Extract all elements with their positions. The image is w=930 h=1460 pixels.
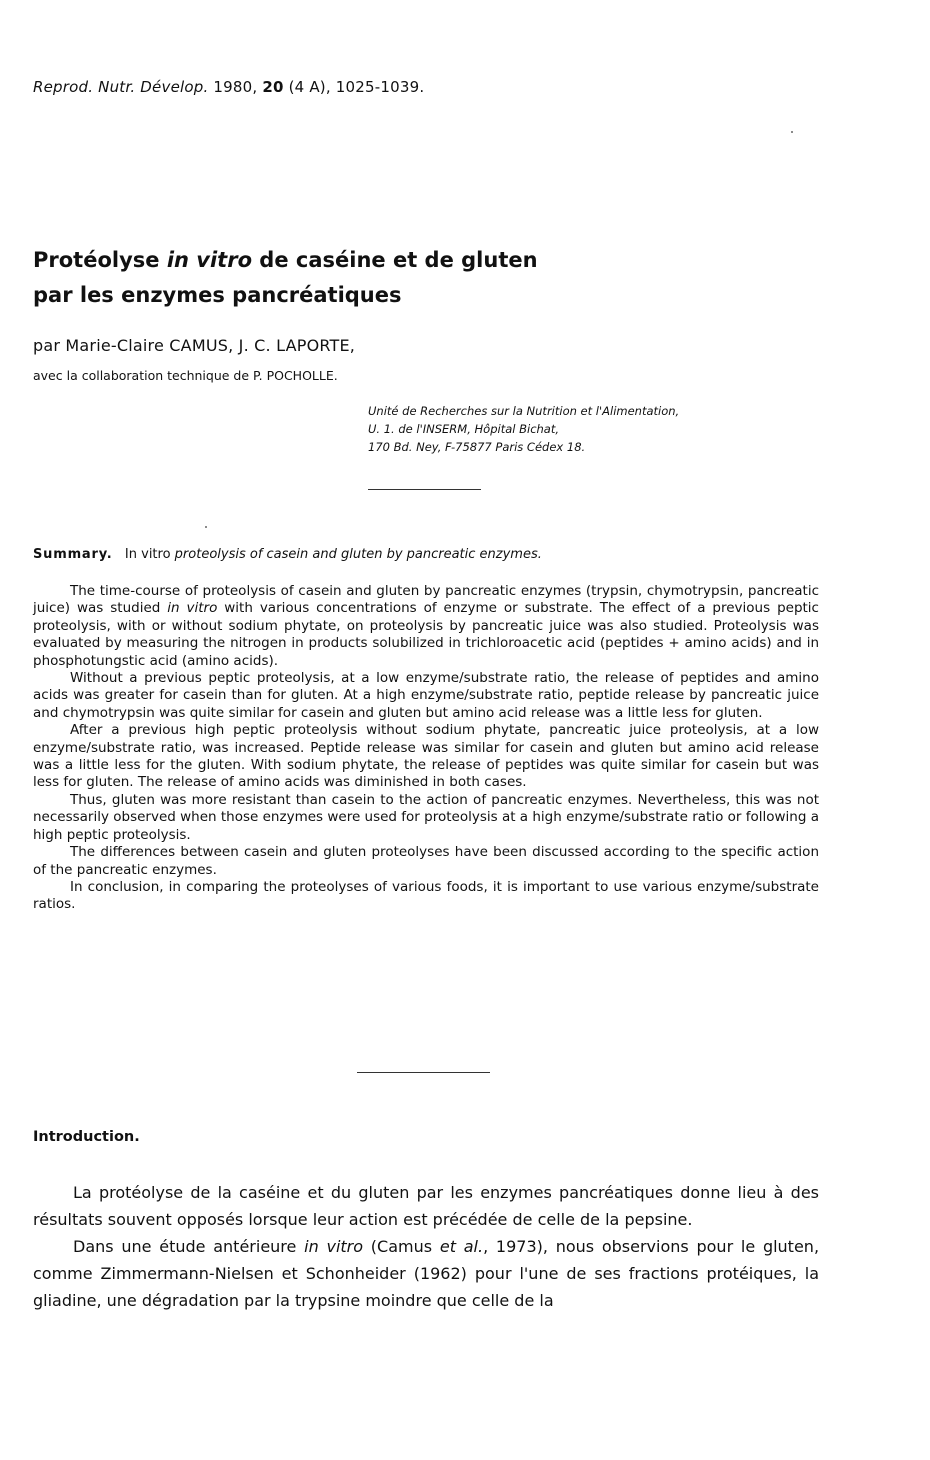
journal-volume: 20 [262,78,284,96]
journal-issue: (4 A), [288,78,331,96]
intro-italic: et al. [439,1237,484,1256]
summary-text: with various concentrations of enzyme or substrate. The effect of a previous peptic proteolysis, with or without sodium phytate, on proteolysis by pancreatic juice was also studied. Proteolysis was evaluated by measuring the nitrogen in products solubilized in trichloroacetic acid (peptides + amino acids) and in phosphotungstic acid (amino acids). [33,600,819,669]
title-italic: in vitro [166,248,252,272]
speck-mark [791,131,793,133]
intro-text: (Camus [363,1237,440,1256]
affiliation-line: 170 Bd. Ney, F-75877 Paris Cédex 18. [368,440,586,454]
section-divider [357,1072,490,1073]
summary-label: Summary. [33,547,113,562]
collaboration-line: avec la collaboration technique de P. POCHOLLE. [33,368,338,383]
summary-title-a: In vitro [124,547,171,562]
journal-pages: 1025-1039. [335,78,425,96]
journal-name: Reprod. Nutr. Dévelop. [33,78,209,96]
summary-paragraph [33,583,819,670]
speck-mark [205,526,207,528]
summary-italic: in vitro [167,600,218,617]
summary-paragraph: Thus, gluten was more resistant than casein to the action of pancreatic enzymes. Nevertheless, this was not necessarily observed when those enzymes were used for proteolysis at a high enzyme/substrate ratio or following a high peptic proteolysis. [33,791,819,843]
summary-paragraph: Without a previous peptic proteolysis, at a low enzyme/substrate ratio, the release of peptides and amino acids was greater for casein than for gluten. At a high enzyme/substrate ratio, peptide release by pancreatic juice and chymotrypsin was quite similar for casein and gluten but amino acid release was a little less for gluten. [33,670,819,721]
journal-citation [33,78,424,96]
summary-text: The time-course of proteolysis of casein and gluten by pancreatic enzymes (trypsin, chymotrypsin, pancreatic juice) was studied [33,583,819,617]
authors-line: par Marie-Claire CAMUS, J. C. LAPORTE, [33,336,356,355]
summary-heading [33,547,542,562]
summary-paragraph: The differences between casein and gluten proteolyses have been discussed according to the specific action of the pancreatic enzymes. [33,844,819,878]
journal-year: 1980, [213,78,258,96]
summary-title-b: proteolysis of casein and gluten by pancreatic enzymes. [170,547,542,562]
affiliation [368,402,679,456]
intro-paragraph [33,1233,819,1314]
intro-paragraph: La protéolyse de la caséine et du gluten par les enzymes pancréatiques donne lieu à des résultats souvent opposés lorsque leur action est précédée de celle de la pepsine. [33,1183,819,1229]
section-divider [368,489,481,490]
intro-text: , 1973), nous observions pour le gluten, comme Zimmermann-Nielsen et Schonheider (1962) pour l'une de ses fractions protéiques, la gliadine, une dégradation par la trypsine moindre que celle de la [33,1237,820,1310]
affiliation-line: Unité de Recherches sur la Nutrition et l'Alimentation, [368,404,680,418]
title-line-1 [33,243,538,278]
introduction-heading: Introduction. [33,1129,140,1145]
introduction-body [33,1179,819,1314]
affiliation-line: U. 1. de l'INSERM, Hôpital Bichat, [368,422,560,436]
summary-body [33,583,819,914]
title-line-2: par les enzymes pancréatiques [33,283,402,307]
intro-italic: in vitro [304,1237,364,1256]
summary-paragraph: In conclusion, in comparing the proteolyses of various foods, it is important to use various enzyme/substrate ratios. [33,878,819,913]
title-text: de caséine et de gluten [252,248,538,272]
article-title [33,243,538,313]
summary-paragraph: After a previous high peptic proteolysis without sodium phytate, pancreatic juice proteolysis, at a low enzyme/substrate ratio, was increased. Peptide release was similar for casein and gluten but amino acid release was a little less for the gluten. With sodium phytate, the release of peptides was quite similar for casein but was less for gluten. The release of amino acids was diminished in both cases. [33,722,819,791]
title-text: Protéolyse [33,248,167,272]
intro-text: Dans une étude antérieure [73,1237,305,1256]
